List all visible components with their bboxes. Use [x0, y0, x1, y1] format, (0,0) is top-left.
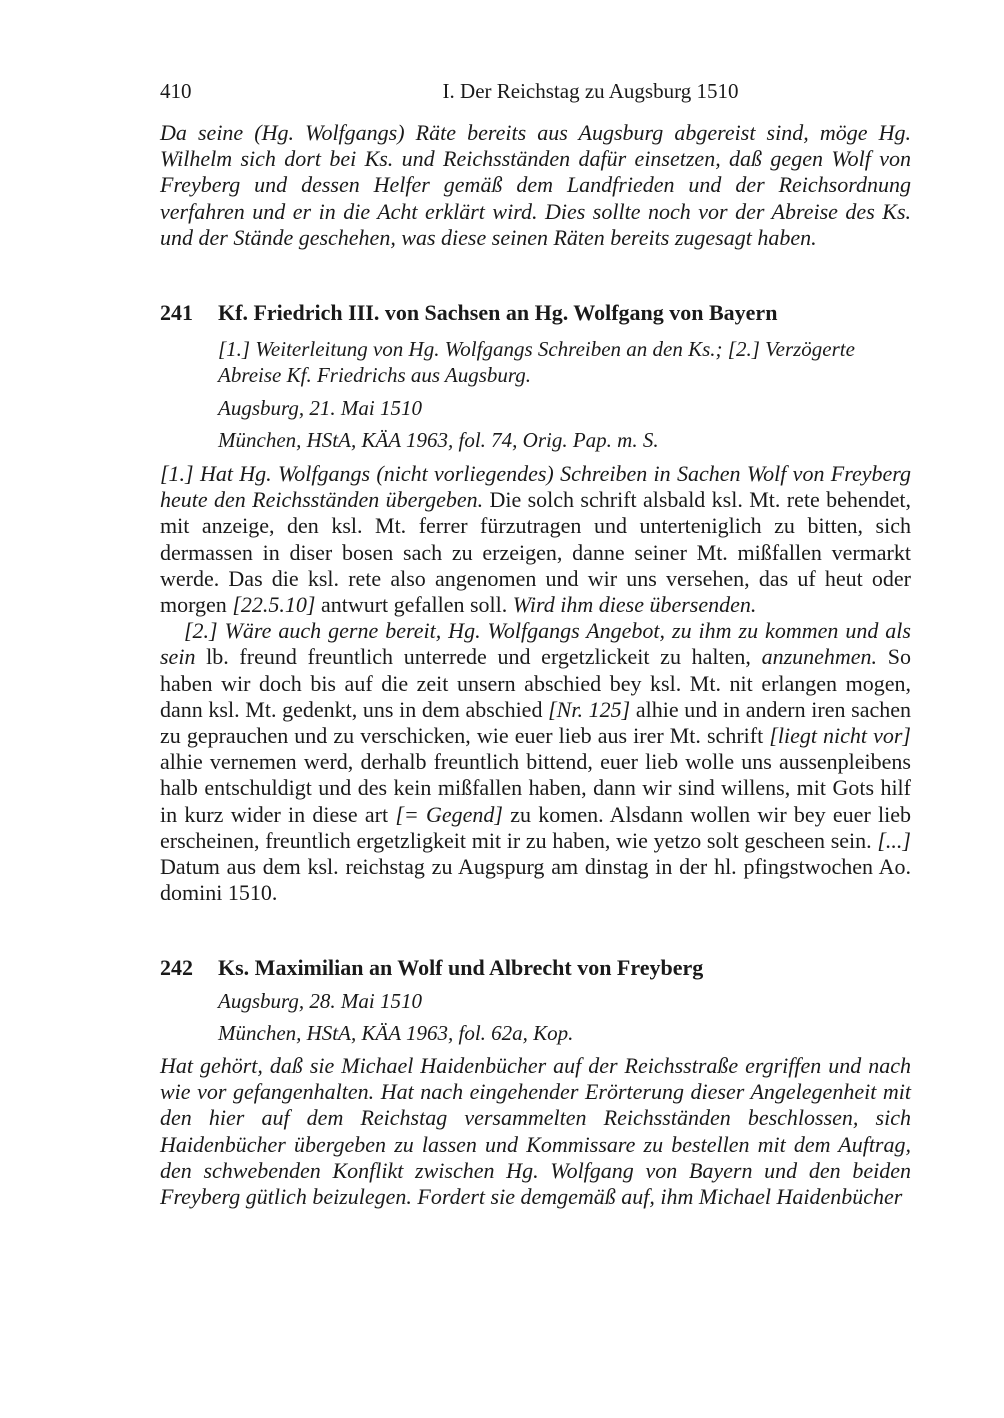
running-title: I. Der Reichstag zu Augsburg 1510	[442, 79, 739, 103]
doc-242-source: München, HStA, KÄA 1963, fol. 62a, Kop.	[218, 1021, 574, 1045]
doc-242-body	[160, 1053, 911, 1210]
doc-241-number: 241	[160, 300, 193, 325]
doc-241-source: München, HStA, KÄA 1963, fol. 74, Orig. Pap. m. S.	[218, 428, 659, 452]
doc-241-heading	[160, 299, 911, 327]
doc-241-place-date: Augsburg, 21. Mai 1510	[218, 396, 422, 420]
intro-paragraph-block	[160, 120, 911, 251]
doc-242-place-date: Augsburg, 28. Mai 1510	[218, 989, 422, 1013]
doc-241-paragraph-1: [1.] Hat Hg. Wolfgangs (nicht vorliegendes) Schreiben in Sachen Wolf von Freyberg heute den Reichsständen übergeben. Die solch schrift alsbald ksl. Mt. rete behendet, mit anzeige, den ksl. Mt. ferrer fürzutragen und unterteniglich zu bitten, sich dermassen in diser bosen sach zu erzeigen, danne seiner Mt. mißfallen vermarkt werde. Das die ksl. rete also angenomen und wir uns versehen, das uf heut oder morgen [22.5.10] antwurt gefallen soll. Wird ihm diese übersenden.	[160, 461, 911, 618]
doc-242-heading	[160, 954, 911, 982]
doc-241-title: Kf. Friedrich III. von Sachsen an Hg. Wolfgang von Bayern	[218, 300, 778, 325]
doc-242-title: Ks. Maximilian an Wolf und Albrecht von Freyberg	[218, 955, 704, 980]
doc-241-body	[160, 461, 911, 906]
intro-paragraph: Da seine (Hg. Wolfgangs) Räte bereits aus Augsburg abgereist sind, möge Hg. Wilhelm sich dort bei Ks. und Reichsständen dafür einsetzen, daß gegen Wolf von Freyberg und dessen Helfer gemäß dem Landfrieden und der Reichsordnung verfahren und er in die Acht erklärt wird. Dies sollte noch vor der Abreise des Ks. und der Stände geschehen, was diese seinen Räten bereits zugesagt haben.	[160, 120, 911, 250]
running-head	[160, 79, 911, 107]
doc-241-paragraph-2: [2.] Wäre auch gerne bereit, Hg. Wolfgangs Angebot, zu ihm zu kommen und als sein lb. freund freuntlich unterrede und ergetzlickeit zu halten, anzunehmen. So haben wir doch bis auf die zeit unsern abschied bey ksl. Mt. nit erlangen mogen, dann ksl. Mt. gedenkt, uns in dem abschied [Nr. 125] alhie und in andern iren sachen zu geprauchen und zu verschicken, wie euer lieb aus irer Mt. schrift [liegt nicht vor] alhie vernemen werd, derhalb freuntlich bittend, euer lieb wolle uns aussenpleibens halb entschuldigt und des kein mißfallen haben, dann wir sind willens, mit Gots hilf in kurz wider in diese art [= Gegend] zu komen. Alsdann wollen wir bey euer lieb erscheinen, freuntlich ergetzligkeit mit ir zu haben, wie yetzo solt gescheen sein. [...] Datum aus dem ksl. reichstag zu Augspurg am dinstag in der hl. pfingstwochen Ao. domini 1510.	[160, 618, 912, 906]
doc-241-summary: [1.] Weiterleitung von Hg. Wolfgangs Schreiben an den Ks.; [2.] Verzögerte Abreise Kf. Friedrichs aus Augsburg.	[218, 337, 855, 387]
page-number: 410	[160, 79, 192, 103]
doc-242-paragraph: Hat gehört, daß sie Michael Haidenbücher auf der Reichsstraße ergriffen und nach wie vor gefangenhalten. Hat nach eingehender Erörterung dieser Angelegenheit mit den hier auf dem Reichstag versammelten Reichsständen beschlossen, sich Haidenbücher übergeben zu lassen und Kommissare zu bestellen mit dem Auftrag, den schwebenden Konflikt zwischen Hg. Wolfgang von Bayern und den beiden Freyberg gütlich beizulegen. Fordert sie demgemäß auf, ihm Michael Haidenbücher	[160, 1053, 911, 1210]
doc-242-number: 242	[160, 955, 193, 980]
